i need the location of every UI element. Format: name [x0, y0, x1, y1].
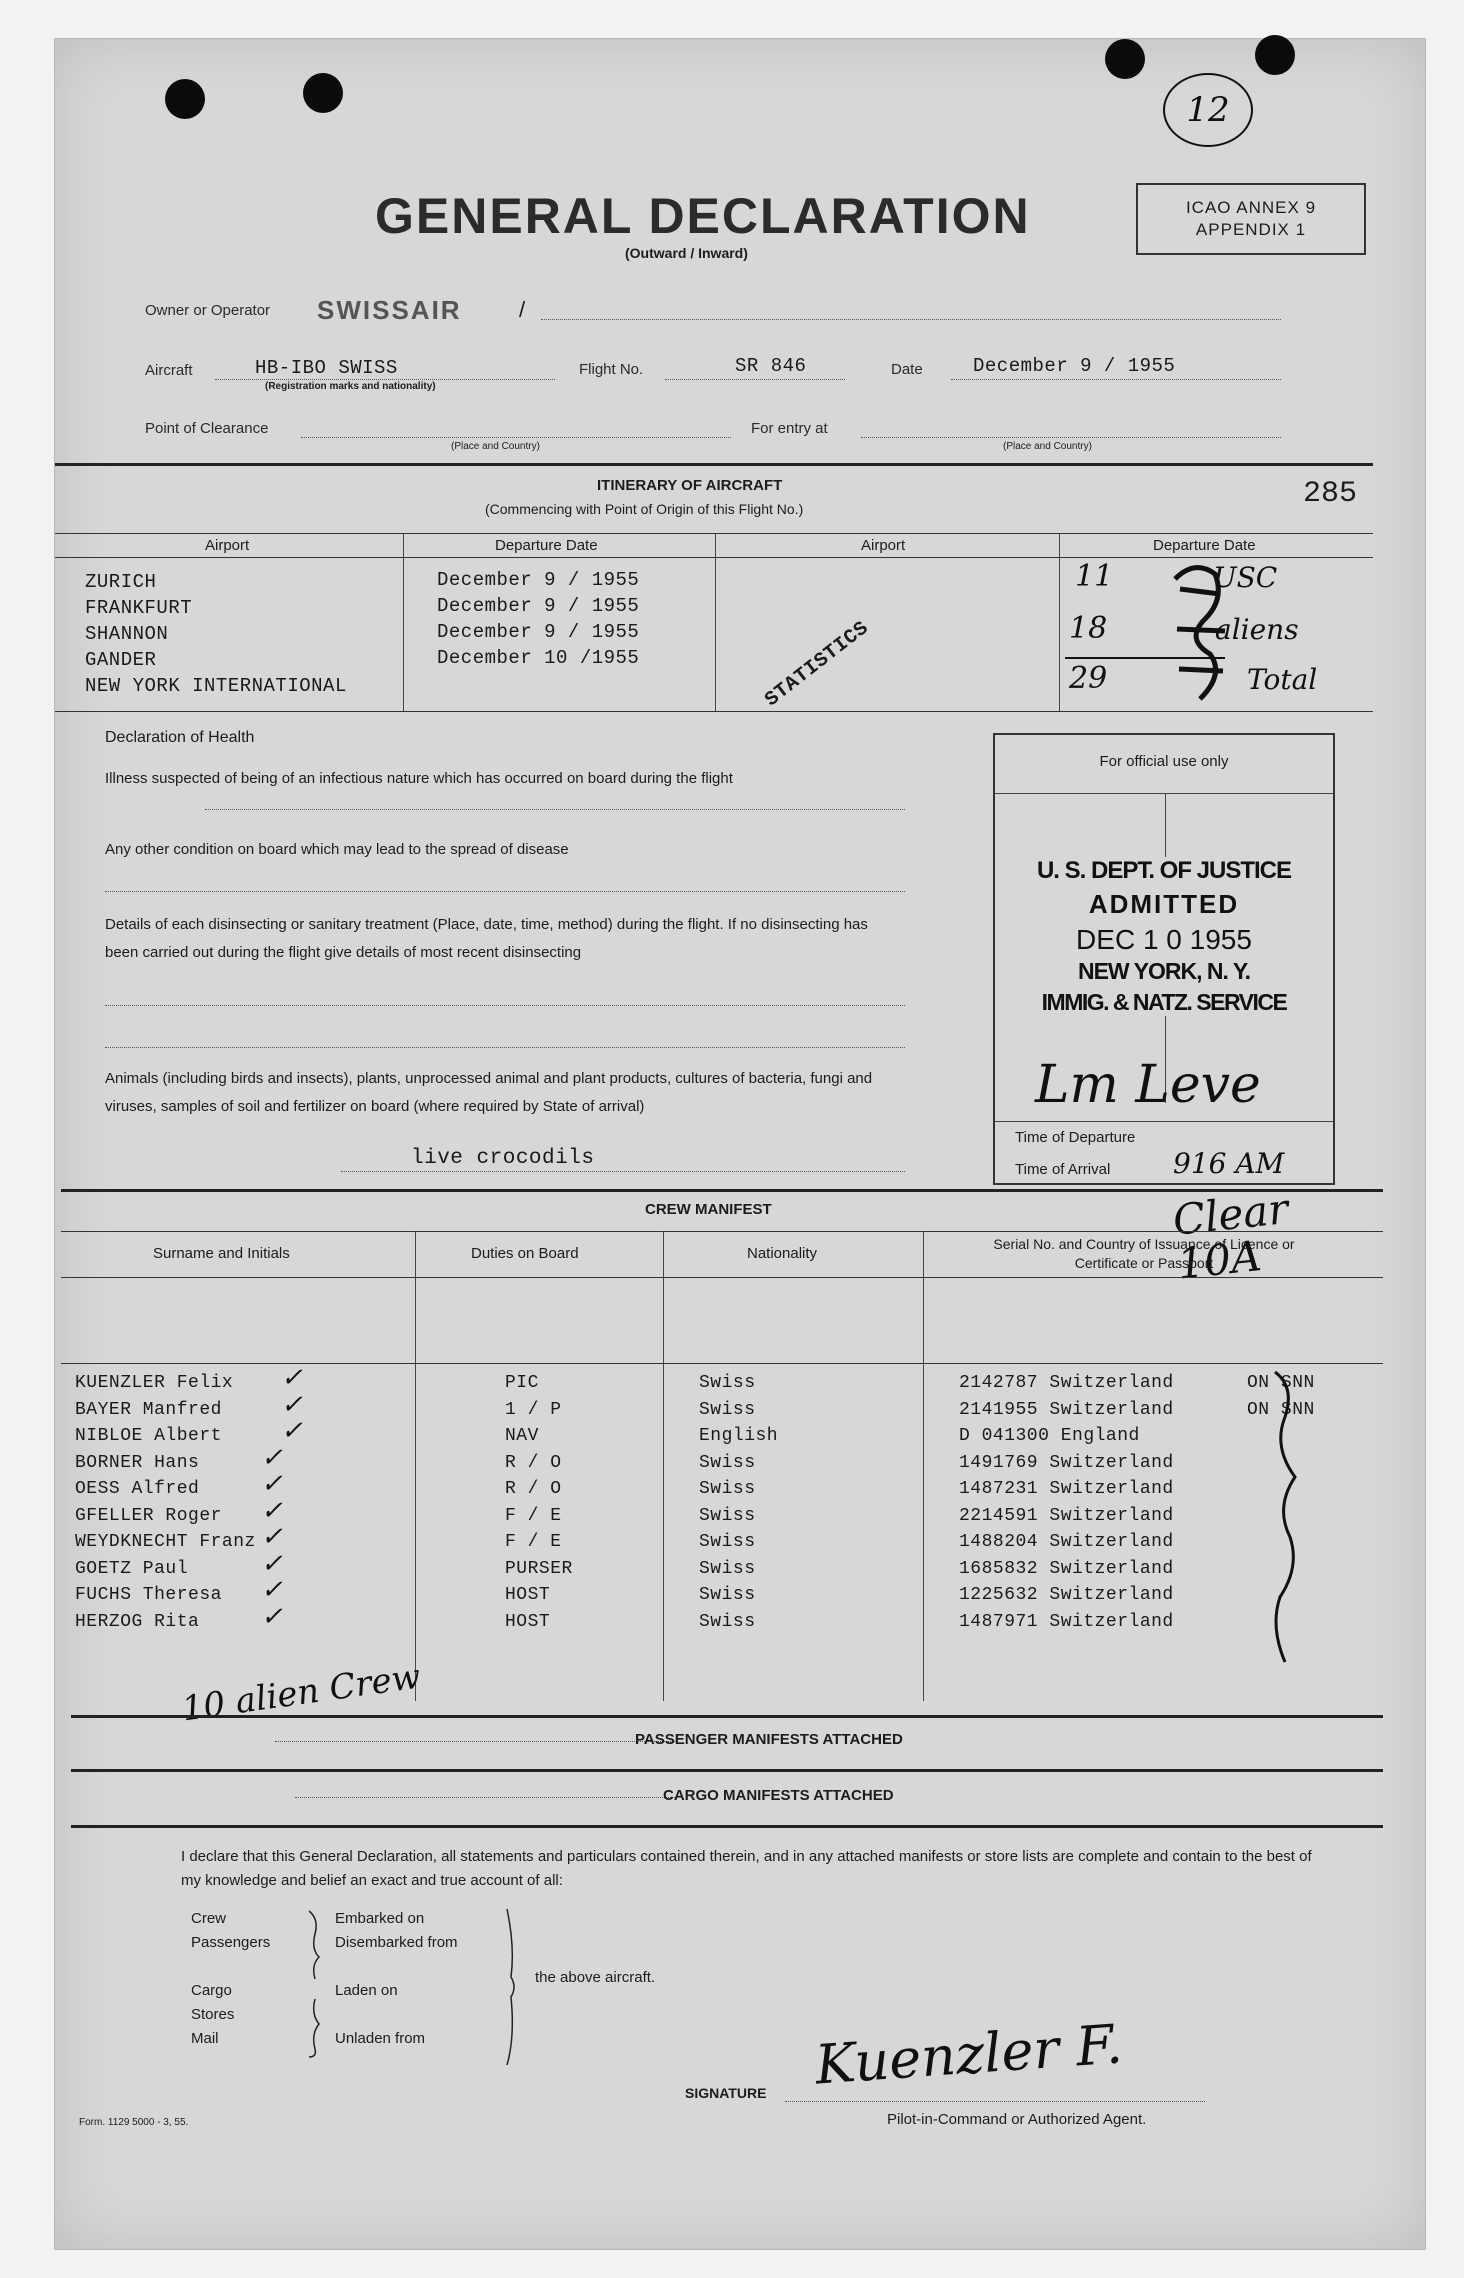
crew-name: KUENZLER Felix [75, 1373, 234, 1393]
crew-serial: 1488204 Switzerland [959, 1532, 1174, 1552]
date-value: December 9 / 1955 [973, 355, 1176, 377]
aircraft-line [215, 379, 555, 380]
crew-col-header: Duties on Board [471, 1245, 579, 1262]
decl-stores: Stores [191, 2006, 235, 2023]
divider [61, 1189, 1383, 1192]
corner-mark: 12 [1163, 73, 1253, 147]
tally-label: aliens [1215, 613, 1299, 646]
itinerary-col-header: Airport [861, 537, 906, 554]
arrival-label: Time of Arrival [1015, 1161, 1111, 1178]
decl-passengers: Passengers [191, 1934, 271, 1951]
itinerary-col-header: Departure Date [495, 537, 598, 554]
stamp-service: IMMIG. & NATZ. SERVICE [1041, 989, 1287, 1015]
page-subtitle: (Outward / Inward) [625, 245, 748, 261]
crew-nationality: Swiss [699, 1452, 756, 1473]
divider [71, 1825, 1383, 1828]
decl-laden: Laden on [335, 1982, 398, 1999]
clearance-label: Point of Clearance [145, 420, 269, 437]
crew-name: OESS Alfred [75, 1479, 200, 1499]
crew-duty: R / O [505, 1479, 562, 1499]
brace-icon [305, 1909, 325, 2064]
itinerary-subtitle: (Commencing with Point of Origin of this Flight No.) [485, 501, 804, 517]
declaration-mid-list [335, 1907, 458, 2051]
tally-label: Total [1247, 663, 1318, 696]
divider [55, 463, 1373, 466]
aircraft-note: (Registration marks and nationality) [265, 381, 436, 392]
itinerary-airport: GANDER [85, 649, 157, 671]
stamp-admitted: ADMITTED [1088, 889, 1240, 919]
stamp-dept: U. S. DEPT. OF JUSTICE [1036, 857, 1292, 884]
punch-hole [165, 79, 205, 119]
itinerary-col-line [1059, 533, 1060, 711]
departure-line [995, 1121, 1333, 1122]
passenger-attached: PASSENGER MANIFESTS ATTACHED [635, 1731, 903, 1748]
checkmark-icon: ✓ [261, 1522, 283, 1552]
tally-count: 29 [1069, 661, 1108, 696]
crew-serial: D 041300 England [959, 1426, 1140, 1446]
icao-appendix: APPENDIX 1 [1195, 220, 1307, 239]
crew-name: WEYDKNECHT Franz [75, 1532, 256, 1552]
checkmark-icon: ✓ [261, 1601, 283, 1632]
health-q2-line [105, 891, 905, 892]
crew-nationality: Swiss [699, 1505, 756, 1526]
itinerary-airport: NEW YORK INTERNATIONAL [85, 675, 347, 697]
passenger-line [275, 1741, 675, 1742]
crew-duty: R / O [505, 1452, 562, 1473]
itinerary-header-line [55, 557, 1373, 558]
health-q1-line [205, 809, 905, 810]
flight-line [665, 379, 845, 380]
checkmark-icon: ✓ [261, 1469, 283, 1499]
crew-rows-top [61, 1363, 1383, 1364]
itinerary-airport: FRANKFURT [85, 597, 193, 619]
declaration-suffix: the above aircraft. [535, 1969, 656, 1986]
declaration-sheet [54, 38, 1426, 2250]
itinerary-date: December 9 / 1955 [437, 569, 640, 591]
crew-duty: F / E [505, 1532, 562, 1552]
departure-label: Time of Departure [1015, 1129, 1136, 1146]
arrival-value: 916 AM [1173, 1147, 1285, 1180]
cargo-attached: CARGO MANIFESTS ATTACHED [663, 1787, 894, 1804]
crew-nationality: Swiss [699, 1585, 756, 1605]
crew-nationality: Swiss [699, 1479, 756, 1499]
checkmark-icon: ✓ [261, 1495, 283, 1526]
health-q4: Animals (including birds and insects), plants, unprocessed animal and plant products, cultures of bacteria, fungi and viruses, samples of soil and fertilizer on board (where required by State of arrival) [105, 1070, 873, 1115]
admitted-stamp [999, 857, 1329, 1016]
aircraft-value: HB-IBO SWISS [255, 357, 398, 379]
decl-unladen: Unladen from [335, 2030, 426, 2047]
flight-label: Flight No. [579, 361, 644, 378]
divider [71, 1769, 1383, 1772]
checkmark-icon: ✓ [261, 1442, 283, 1473]
checkmark-icon: ✓ [261, 1548, 283, 1579]
checkmark-icon: ✓ [261, 1575, 283, 1605]
crew-duty: NAV [505, 1426, 539, 1446]
owner-slash: / [519, 297, 526, 322]
tally-label: USC [1213, 561, 1278, 594]
entry-note: (Place and Country) [1003, 441, 1092, 452]
clearance-note: (Place and Country) [451, 441, 540, 452]
crew-col-line [923, 1231, 924, 1701]
crew-nationality: Swiss [699, 1399, 756, 1420]
crew-serial: 2142787 Switzerland [959, 1373, 1174, 1393]
crew-nationality: English [699, 1426, 779, 1446]
page-title: GENERAL DECLARATION [375, 188, 1031, 244]
itinerary-airport: ZURICH [85, 571, 157, 593]
date-label: Date [891, 361, 923, 378]
tally-count: 18 [1069, 611, 1108, 646]
crew-serial: 1685832 Switzerland [959, 1558, 1174, 1579]
entry-label: For entry at [751, 420, 828, 437]
entry-line [861, 437, 1281, 438]
cargo-line [295, 1797, 675, 1798]
crew-name: HERZOG Rita [75, 1611, 200, 1632]
crew-note: ON SNN [1247, 1373, 1315, 1393]
itinerary-col-line [715, 533, 716, 711]
crew-nationality: Swiss [699, 1532, 756, 1552]
health-q3-line [105, 1047, 905, 1048]
crew-name: FUCHS Theresa [75, 1585, 222, 1605]
itinerary-top-line [55, 533, 1373, 534]
crew-duty: F / E [505, 1505, 562, 1526]
crew-nationality: Swiss [699, 1558, 756, 1579]
health-q3: Details of each disinsecting or sanitary treatment (Place, date, time, method) during the flight. If no disinsecting has been carried out during the flight give details of most recent disinsecting [105, 916, 868, 961]
official-divider [995, 793, 1333, 794]
form-number: Form. 1129 5000 - 3, 55. [79, 2117, 189, 2128]
health-q4-answer: live crocodils [411, 1147, 595, 1170]
crew-duty: HOST [505, 1585, 551, 1605]
crew-name: NIBLOE Albert [75, 1426, 222, 1446]
date-line [951, 379, 1281, 380]
crew-header-top [61, 1231, 1383, 1232]
crew-nationality: Swiss [699, 1611, 756, 1632]
punch-hole [1255, 35, 1295, 75]
health-q2: Any other condition on board which may lead to the spread of disease [105, 841, 569, 858]
crew-duty: 1 / P [505, 1399, 562, 1420]
checkmark-icon: ✓ [281, 1416, 303, 1446]
divider [71, 1715, 1383, 1718]
itinerary-col-header: Airport [205, 537, 250, 554]
icao-box [1136, 183, 1366, 255]
itinerary-col-line [403, 533, 404, 711]
owner-line [541, 319, 1281, 320]
declaration-left-list [191, 1907, 270, 2051]
decl-mail: Mail [191, 2030, 219, 2047]
signer-role: Pilot-in-Command or Authorized Agent. [887, 2111, 1147, 2128]
crew-duty: PIC [505, 1373, 539, 1393]
itinerary-col-header: Departure Date [1153, 537, 1256, 554]
itinerary-date: December 9 / 1955 [437, 621, 640, 643]
decl-crew: Crew [191, 1910, 227, 1927]
flight-value: SR 846 [735, 355, 807, 377]
crew-col-header: Surname and Initials [153, 1245, 290, 1262]
crew-serial: 2214591 Switzerland [959, 1505, 1174, 1526]
page-number: 285 [1303, 477, 1358, 511]
crew-annotation: Clear 10A [1170, 1184, 1291, 1289]
punch-hole [1105, 39, 1145, 79]
signature-line [785, 2101, 1205, 2102]
punch-hole [303, 73, 343, 113]
clearance-line [301, 437, 731, 438]
crew-note: ON SNN [1247, 1399, 1315, 1420]
captain-signature: Kuenzler F. [813, 2012, 1125, 2097]
crew-duty: HOST [505, 1611, 551, 1632]
crew-title: CREW MANIFEST [645, 1201, 772, 1218]
scribble-icon [1165, 559, 1235, 714]
icao-annex: ICAO ANNEX 9 [1185, 198, 1317, 217]
crew-name: GFELLER Roger [75, 1505, 222, 1526]
crew-serial: 2141955 Switzerland [959, 1399, 1174, 1420]
crew-serial: 1487231 Switzerland [959, 1479, 1174, 1499]
crew-serial: 1487971 Switzerland [959, 1611, 1174, 1632]
crew-col-header: Serial No. and Country of Issuance of Licence or Certificate or Passport [993, 1236, 1295, 1271]
itinerary-title: ITINERARY OF AIRCRAFT [597, 477, 783, 494]
health-title: Declaration of Health [105, 729, 255, 746]
checkmark-icon: ✓ [281, 1363, 303, 1393]
brace-icon [503, 1907, 523, 2072]
crew-name: GOETZ Paul [75, 1558, 189, 1579]
checkmark-icon: ✓ [281, 1389, 303, 1420]
crew-tally-note: 10 alien Crew [179, 1656, 424, 1730]
crew-header-bottom [61, 1277, 1383, 1278]
crew-nationality: Swiss [699, 1373, 756, 1393]
crew-col-line [663, 1231, 664, 1701]
official-use-header: For official use only [1099, 753, 1229, 770]
declaration-text: I declare that this General Declaration, all statements and particulars contained therein, and in any attached manifests or store lists are complete and contain to the best of my knowledge and belief an exact and true account of all: [181, 1848, 1312, 1889]
stamp-date: DEC 1 0 1955 [1076, 924, 1252, 955]
crew-col-header: Nationality [747, 1245, 818, 1262]
tally-count: 11 [1075, 559, 1114, 594]
crew-name: BAYER Manfred [75, 1399, 222, 1420]
official-use-box [993, 733, 1335, 1185]
statistics-stamp: STATISTICS [760, 616, 874, 712]
health-q3-line [105, 1005, 905, 1006]
health-q1: Illness suspected of being of an infectious nature which has occurred on board during the flight [105, 770, 733, 787]
crew-serial: 1491769 Switzerland [959, 1452, 1174, 1473]
signature-label: SIGNATURE [685, 2085, 767, 2101]
decl-cargo: Cargo [191, 1982, 232, 1999]
owner-label: Owner or Operator [145, 302, 271, 319]
officer-signature: Lm Leve [1035, 1055, 1261, 1115]
crew-col-line [415, 1231, 416, 1701]
crew-name: BORNER Hans [75, 1452, 200, 1473]
itinerary-airport: SHANNON [85, 623, 169, 645]
crew-duty: PURSER [505, 1558, 573, 1579]
crew-bracket-icon [1265, 1367, 1305, 1672]
aircraft-label: Aircraft [145, 362, 193, 379]
stamp-city: NEW YORK, N. Y. [1077, 958, 1251, 984]
decl-embarked: Embarked on [335, 1910, 425, 1927]
itinerary-date: December 10 /1955 [437, 647, 640, 669]
decl-disembarked: Disembarked from [335, 1934, 458, 1951]
crew-serial: 1225632 Switzerland [959, 1585, 1174, 1605]
owner-value: SWISSAIR [317, 295, 462, 325]
health-q4-line [341, 1171, 905, 1172]
itinerary-date: December 9 / 1955 [437, 595, 640, 617]
